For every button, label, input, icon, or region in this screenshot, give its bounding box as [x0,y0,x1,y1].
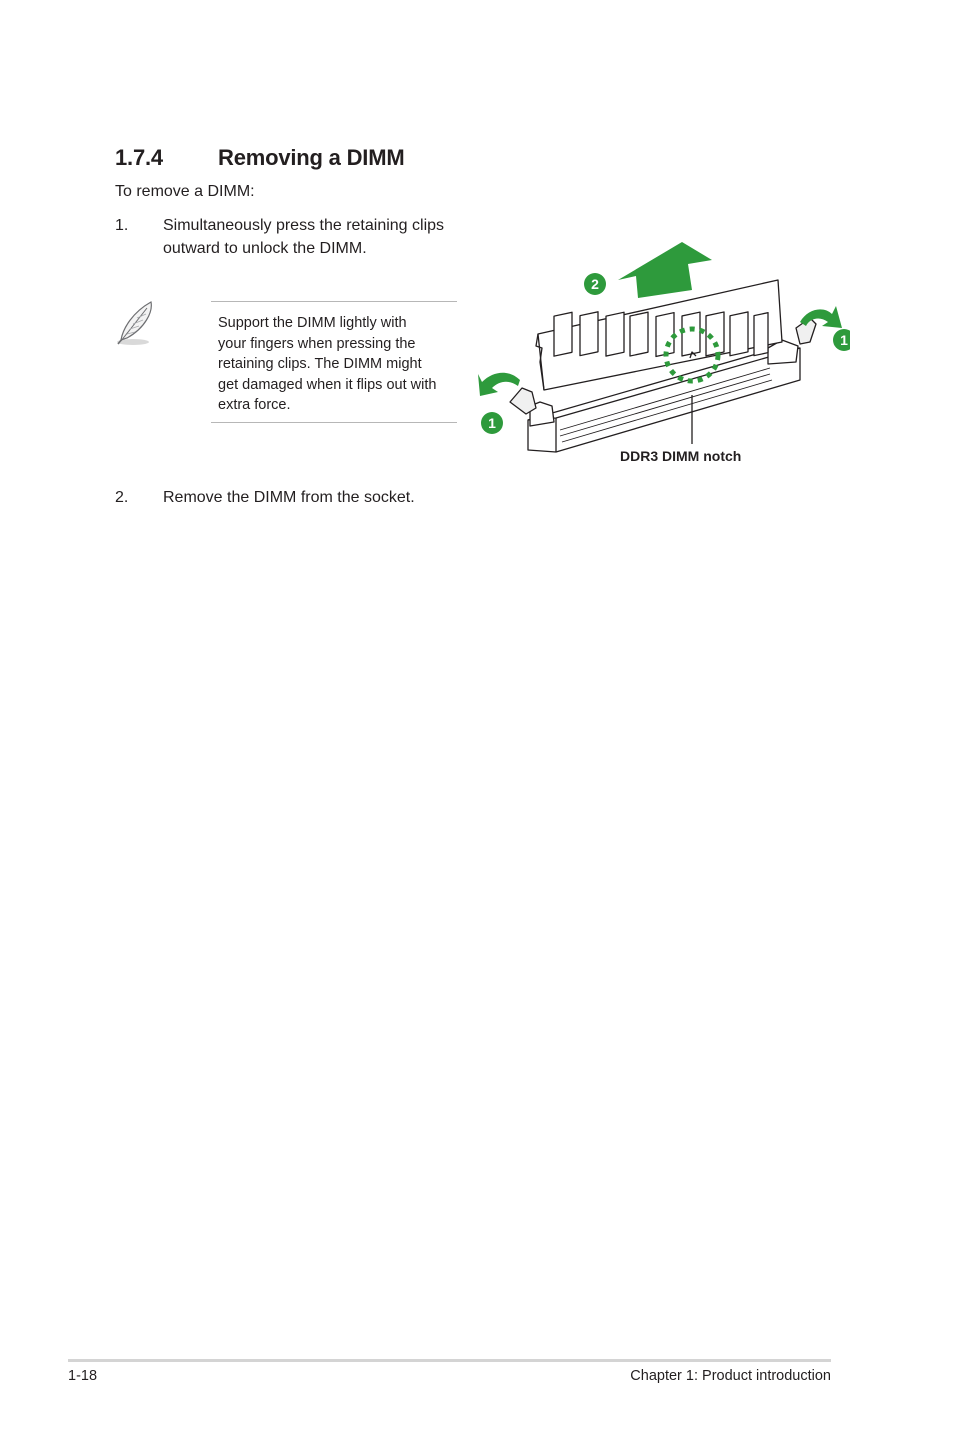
step-2-number: 2. [115,489,129,506]
section-number: 1.7.4 [115,145,163,170]
step-1-line-2: outward to unlock the DIMM. [163,240,367,257]
footer-rule [68,1359,831,1362]
note-line-2: your fingers when pressing the [218,335,416,352]
step-2 [0,486,480,511]
step-badge-1-right [833,329,850,351]
feather-pen-icon [113,298,159,348]
step-badge-1-left [481,412,503,434]
svg-text:1: 1 [840,332,848,348]
lift-arrow-icon [618,242,712,298]
svg-text:1: 1 [488,415,496,431]
note-line-1: Support the DIMM lightly with [218,315,407,331]
step-1-line-1: Simultaneously press the retaining clips [163,217,445,234]
left-clip-arrow-icon [478,373,520,396]
note-text [218,313,454,416]
right-clip-arrow-icon [800,306,842,328]
section-heading [115,145,404,171]
step-1-number: 1. [115,217,129,234]
step-2-line-1: Remove the DIMM from the socket. [163,489,415,506]
chapter-title: Chapter 1: Product introduction [630,1368,831,1384]
intro-text: To remove a DIMM: [115,183,255,200]
note-line-5: extra force. [218,397,291,413]
notch-caption: DDR3 DIMM notch [620,448,742,464]
note-top-rule [211,301,457,302]
step-1 [0,214,480,264]
note-line-3: retaining clips. The DIMM might [218,356,422,372]
page-number: 1-18 [68,1368,98,1384]
svg-text:2: 2 [591,276,599,292]
dimm-removal-figure [470,230,850,475]
note-bottom-rule [211,422,457,423]
step-badge-2 [584,273,606,295]
note-line-4: get damaged when it flips out with [218,376,437,393]
section-title: Removing a DIMM [218,145,405,170]
